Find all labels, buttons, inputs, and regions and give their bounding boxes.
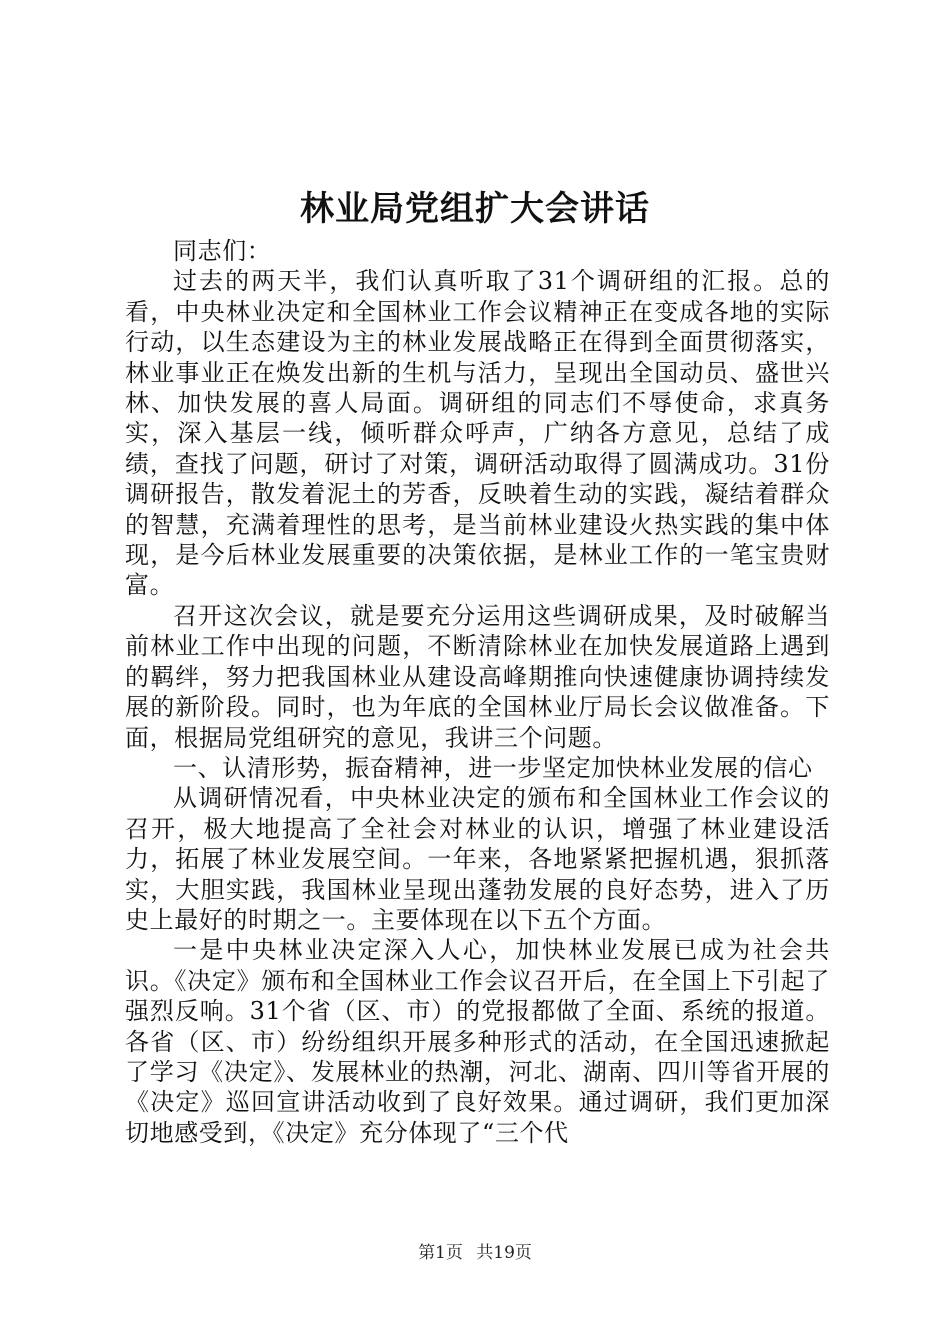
body-paragraph: 一是中央林业决定深入人心，加快林业发展已成为社会共识。《决定》颁布和全国林业工作会议召开后，在全国上下引起了强烈反响。31个省（区、市）的党报都做了全面、系统的报道。各省（区、市）纷纷组织开展多种形式的活动，在全国迅速掀起了学习《决定》、发展林业的热潮，河北、湖南、四川等省开展的《决定》巡回宣讲活动收到了良好效果。通过调研，我们更加深切地感受到，《决定》充分体现了“三个代 [125, 936, 830, 1147]
body-paragraph: 过去的两天半，我们认真听取了31个调研组的汇报。总的看，中央林业决定和全国林业工作会议精神正在变成各地的实际行动，以生态建设为主的林业发展战略正在得到全面贯彻落实，林业事业正在焕发出新的生机与活力，呈现出全国动员、盛世兴林、加快发展的喜人局面。调研组的同志们不辱使命，求真务实，深入基层一线，倾听群众呼声，广纳各方意见，总结了成绩，查找了问题，研讨了对策，调研活动取得了圆满成功。31份调研报告，散发着泥土的芳香，反映着生动的实践，凝结着群众的智慧，充满着理性的思考，是当前林业建设火热实践的集中体现，是今后林业发展重要的决策依据，是林业工作的一笔宝贵财富。 [125, 267, 830, 600]
section-heading: 一、认清形势，振奋精神，进一步坚定加快林业发展的信心 [173, 753, 813, 782]
salutation-paragraph: 同志们： [173, 237, 272, 265]
document-body [125, 236, 830, 1148]
body-paragraph: 从调研情况看，中央林业决定的颁布和全国林业工作会议的召开，极大地提高了全社会对林业的认识，增强了林业建设活力，拓展了林业发展空间。一年来，各地紧紧把握机遇，狠抓落实，大胆实践，我国林业呈现出蓬勃发展的良好态势，进入了历史上最好的时期之一。主要体现在以下五个方面。 [125, 784, 830, 934]
page-total: 共19页 [476, 1243, 532, 1263]
page-footer [0, 1238, 950, 1263]
page-number: 第1页 [418, 1243, 463, 1263]
document-title: 林业局党组扩大会讲话 [300, 189, 650, 229]
body-paragraph: 召开这次会议，就是要充分运用这些调研成果，及时破解当前林业工作中出现的问题，不断清除林业在加快发展道路上遇到的羁绊，努力把我国林业从建设高峰期推向快速健康协调持续发展的新阶段。同时，也为年底的全国林业厅局长会议做准备。下面，根据局党组研究的意见，我讲三个问题。 [125, 601, 830, 752]
